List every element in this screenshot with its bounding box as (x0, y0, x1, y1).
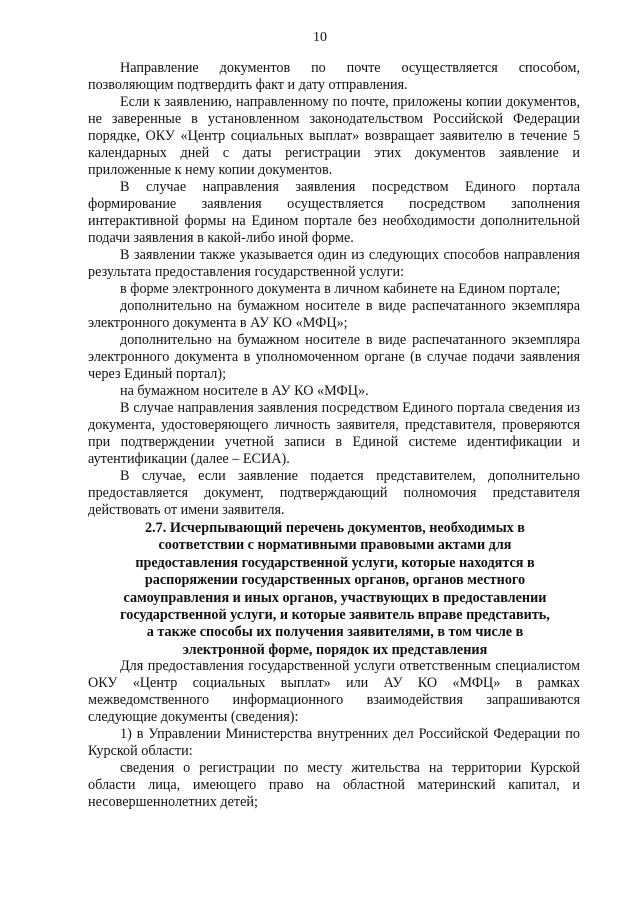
body-text-bottom (88, 658, 580, 811)
paragraph: В случае направления заявления посредством Единого портала сведения из документа, удостоверяющего личность заявителя, представителя, проверяются при подтверждении учетной записи в Единой системе идентификации и аутентификации (далее – ЕСИА). (88, 400, 580, 467)
section-heading: 2.7. Исчерпывающий перечень документов, необходимых в соответствии с нормативными правовыми актами для предоставления государственной услуги, которые находятся в распоряжении государственных органов, органов местного самоуправления и иных органов, участвующих в предоставлении государственной услуги, и которые заявитель вправе представить, а также способы их получения заявителями, в том числе в электронной форме, порядок их представления (120, 520, 550, 658)
paragraph: 1) в Управлении Министерства внутренних дел Российской Федерации по Курской области: (88, 726, 580, 759)
body-text-top (88, 60, 580, 519)
paragraph: Направление документов по почте осуществляется способом, позволяющим подтвердить факт и дату отправления. (88, 60, 580, 93)
paragraph: Для предоставления государственной услуги ответственным специалистом ОКУ «Центр социальных выплат» или АУ КО «МФЦ» в рамках межведомственного информационного взаимодействия запрашиваются следующие документы (сведения): (88, 658, 580, 725)
paragraph: в форме электронного документа в личном кабинете на Едином портале; (120, 281, 561, 297)
paragraph: В случае направления заявления посредством Единого портала формирование заявления осуществляется посредством заполнения интерактивной формы на Едином портале без необходимости дополнительной подачи заявления в какой-либо иной форме. (88, 179, 580, 246)
page-number: 10 (313, 30, 327, 45)
paragraph: дополнительно на бумажном носителе в виде распечатанного экземпляра электронного документа в АУ КО «МФЦ»; (88, 298, 580, 331)
paragraph: Если к заявлению, направленному по почте, приложены копии документов, не заверенные в установленном законодательством Российской Федерации порядке, ОКУ «Центр социальных выплат» возвращает заявителю в течение 5 календарных дней с даты регистрации этих документов заявление и приложенные к нему копии документов. (88, 94, 580, 178)
paragraph: В заявлении также указывается один из следующих способов направления результата предоставления государственной услуги: (88, 247, 580, 280)
paragraph: дополнительно на бумажном носителе в виде распечатанного экземпляра электронного документа в уполномоченном органе (в случае подачи заявления через Единый портал); (88, 332, 580, 382)
paragraph: сведения о регистрации по месту жительства на территории Курской области лица, имеющего право на областной материнский капитал, и несовершеннолетних детей; (88, 760, 580, 810)
paragraph: на бумажном носителе в АУ КО «МФЦ». (120, 383, 369, 399)
paragraph: В случае, если заявление подается представителем, дополнительно предоставляется документ, подтверждающий полномочия представителя действовать от имени заявителя. (88, 468, 580, 518)
